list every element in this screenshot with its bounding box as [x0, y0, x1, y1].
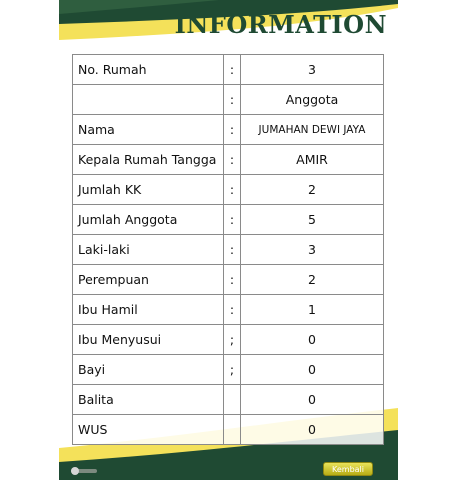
table-row [73, 265, 384, 295]
table-row [73, 205, 384, 235]
row-separator: : [224, 265, 241, 295]
row-label: Jumlah KK [73, 175, 224, 205]
row-value: 2 [241, 265, 384, 295]
table-row [73, 55, 384, 85]
row-label: WUS [73, 415, 224, 445]
row-value: 0 [241, 325, 384, 355]
table-row [73, 295, 384, 325]
row-separator: ; [224, 355, 241, 385]
row-separator: : [224, 145, 241, 175]
row-value: AMIR [241, 145, 384, 175]
row-separator [224, 385, 241, 415]
row-label [73, 85, 224, 115]
row-label: No. Rumah [73, 55, 224, 85]
row-separator: : [224, 55, 241, 85]
table-row [73, 355, 384, 385]
row-separator: : [224, 295, 241, 325]
table-row [73, 325, 384, 355]
information-card [59, 0, 398, 480]
table-row [73, 145, 384, 175]
row-separator: : [224, 205, 241, 235]
table-row [73, 115, 384, 145]
row-value: 2 [241, 175, 384, 205]
row-separator: : [224, 175, 241, 205]
row-label: Laki-laki [73, 235, 224, 265]
table-row [73, 85, 384, 115]
row-value: 5 [241, 205, 384, 235]
row-value: 0 [241, 355, 384, 385]
row-value: Anggota [241, 85, 384, 115]
row-label: Kepala Rumah Tangga [73, 145, 224, 175]
table-row [73, 175, 384, 205]
page-title: INFORMATION [174, 10, 387, 39]
table-row [73, 235, 384, 265]
row-separator: : [224, 235, 241, 265]
household-info-table [72, 54, 384, 445]
back-button[interactable]: Kembali [323, 462, 373, 476]
table-row [73, 415, 384, 445]
row-value: 0 [241, 415, 384, 445]
row-label: Ibu Hamil [73, 295, 224, 325]
scroll-slider-knob[interactable] [71, 467, 79, 475]
row-separator [224, 415, 241, 445]
row-value: 3 [241, 235, 384, 265]
row-label: Balita [73, 385, 224, 415]
row-value: 0 [241, 385, 384, 415]
row-label: Nama [73, 115, 224, 145]
row-separator: : [224, 115, 241, 145]
row-label: Jumlah Anggota [73, 205, 224, 235]
row-value: JUMAHAN DEWI JAYA [241, 115, 384, 145]
row-label: Perempuan [73, 265, 224, 295]
table-row [73, 385, 384, 415]
row-separator: ; [224, 325, 241, 355]
row-value: 3 [241, 55, 384, 85]
row-label: Ibu Menyusui [73, 325, 224, 355]
row-value: 1 [241, 295, 384, 325]
row-separator: : [224, 85, 241, 115]
row-label: Bayi [73, 355, 224, 385]
